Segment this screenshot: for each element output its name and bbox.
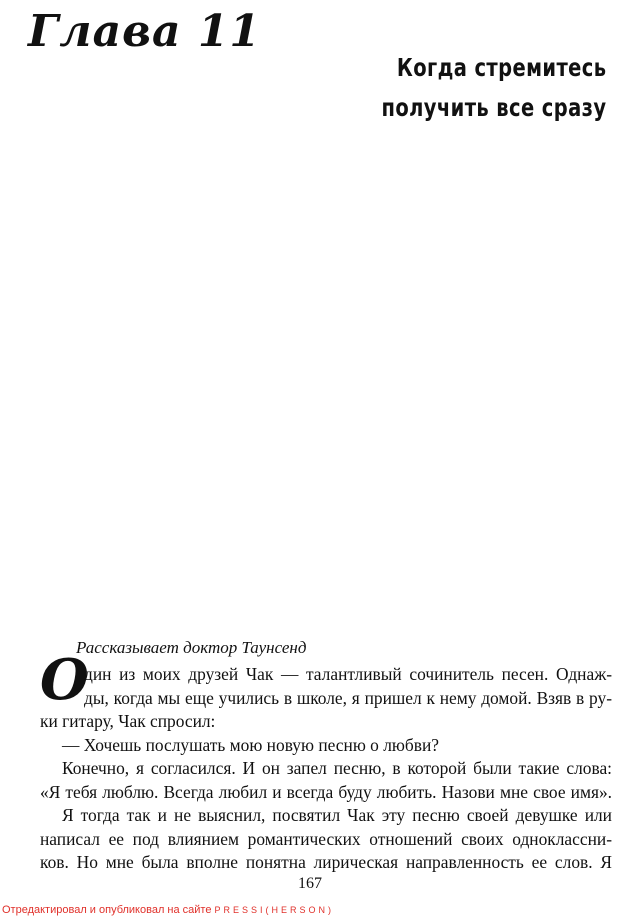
body-line-2: ды, когда мы еще учились в школе, я пришел к нему домой. Взяв в ру- bbox=[84, 687, 612, 708]
body-line-4: — Хочешь послушать мою новую песню о любви? bbox=[62, 734, 439, 755]
body-line-6: «Я тебя люблю. Всегда любил и всегда буду любить. Назови мне свое имя». bbox=[40, 781, 612, 802]
drop-cap: О bbox=[40, 647, 89, 713]
body-line-5: Конечно, я согласился. И он запел песню, в которой были такие слова: bbox=[62, 758, 612, 778]
body-text bbox=[40, 663, 612, 875]
body-line-8: написал ее под влиянием романтических отношений своих одноклассни- bbox=[40, 828, 612, 849]
chapter-label: Глава 11 bbox=[28, 6, 262, 57]
page-number: 167 bbox=[298, 875, 322, 892]
chapter-title-line-1: Когда стремитесь bbox=[396, 53, 606, 82]
watermark-site: PRESSI(HERSON) bbox=[214, 905, 335, 915]
watermark bbox=[2, 904, 334, 916]
body-line-7: Я тогда так и не выяснил, посвятил Чак эту песню своей девушке или bbox=[62, 805, 612, 825]
watermark-text: Отредактировал и опубликовал на сайте bbox=[2, 904, 212, 916]
body-line-3: ки гитару, Чак спросил: bbox=[40, 711, 216, 731]
chapter-title bbox=[381, 48, 606, 128]
chapter-title-line-2: получить все сразу bbox=[381, 93, 606, 122]
body-line-9: ков. Но мне была вполне понятна лирическая направленность ее слов. Я bbox=[40, 852, 612, 872]
body-line-1: дин из моих друзей Чак — талантливый сочинитель песен. Однаж- bbox=[84, 664, 612, 684]
narrator-byline: Рассказывает доктор Таунсенд bbox=[76, 638, 307, 657]
